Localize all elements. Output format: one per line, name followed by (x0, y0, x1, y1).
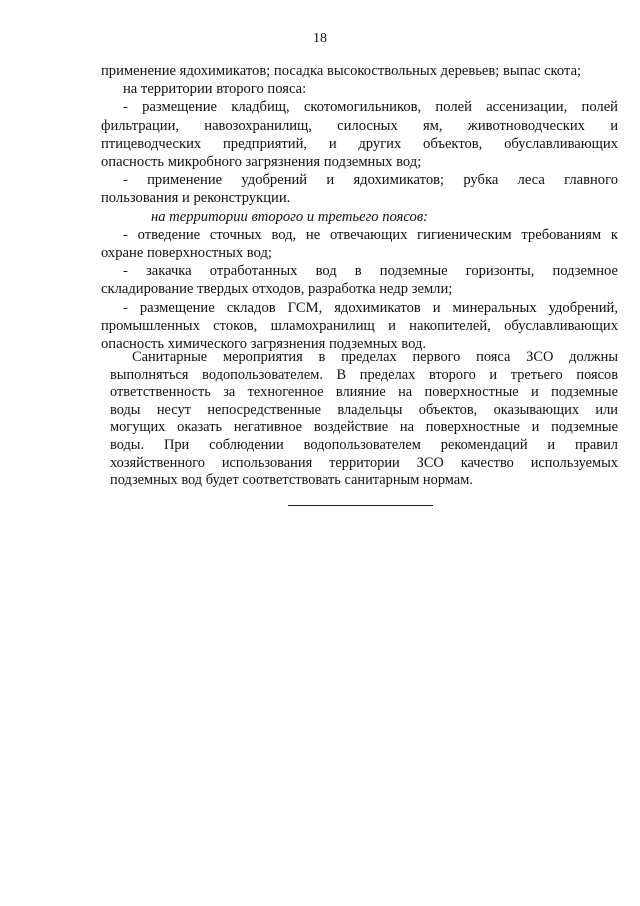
end-rule-divider (288, 505, 433, 506)
text-line: ответственность за техногенное влияние на поверхностные и подземные (110, 384, 618, 401)
text-line: подземных вод будет соответствовать санитарным нормам. (110, 472, 473, 489)
text-line: промышленных стоков, шламохранилищ и накопителей, обуславливающих (101, 317, 618, 334)
text-line: - отведение сточных вод, не отвечающих гигиеническим требованиям к (123, 226, 618, 243)
section-subheading: на территории второго и третьего поясов: (151, 208, 429, 225)
text-line: выполняться водопользователем. В пределах второго и третьего поясов (110, 366, 618, 383)
text-line: охране поверхностных вод; (101, 245, 272, 262)
text-line: складирование твердых отходов, разработка недр земли; (101, 281, 453, 298)
page-number: 18 (313, 31, 327, 46)
text-line: - применение удобрений и ядохимикатов; рубка леса главного (123, 172, 618, 189)
text-line: пользования и реконструкции. (101, 190, 291, 207)
text-line: фильтрации, навозохранилищ, силосных ям, животноводческих и (101, 117, 618, 134)
text-line: опасность химического загрязнения подземных вод. (101, 336, 427, 353)
text-line: птицеводческих предприятий, и других объектов, обуславливающих (101, 135, 618, 152)
text-line: опасность микробного загрязнения подземных вод; (101, 154, 422, 171)
restrictions-list (101, 62, 618, 353)
text-line: воды несут непосредственные владельцы объектов, оказывающих или (110, 401, 618, 418)
text-line: - размещение складов ГСМ, ядохимикатов и минеральных удобрений, (123, 299, 618, 316)
text-line: хозяйственного использования территории ЗСО качество используемых (110, 454, 618, 471)
text-line: могущих оказать негативное воздействие на поверхностные и подземные (110, 419, 618, 436)
text-line: применение ядохимикатов; посадка высокоствольных деревьев; выпас скота; (101, 63, 582, 79)
text-line: воды. При соблюдении водопользователем рекомендаций и правил (110, 436, 618, 453)
text-line: Санитарные мероприятия в пределах первого пояса ЗСО должны (132, 349, 618, 365)
text-line: - размещение кладбищ, скотомогильников, полей ассенизации, полей (123, 99, 618, 116)
text-line: на территории второго пояса: (123, 81, 307, 98)
text-line: - закачка отработанных вод в подземные горизонты, подземное (123, 263, 618, 280)
sanitary-measures-paragraph (110, 349, 618, 490)
